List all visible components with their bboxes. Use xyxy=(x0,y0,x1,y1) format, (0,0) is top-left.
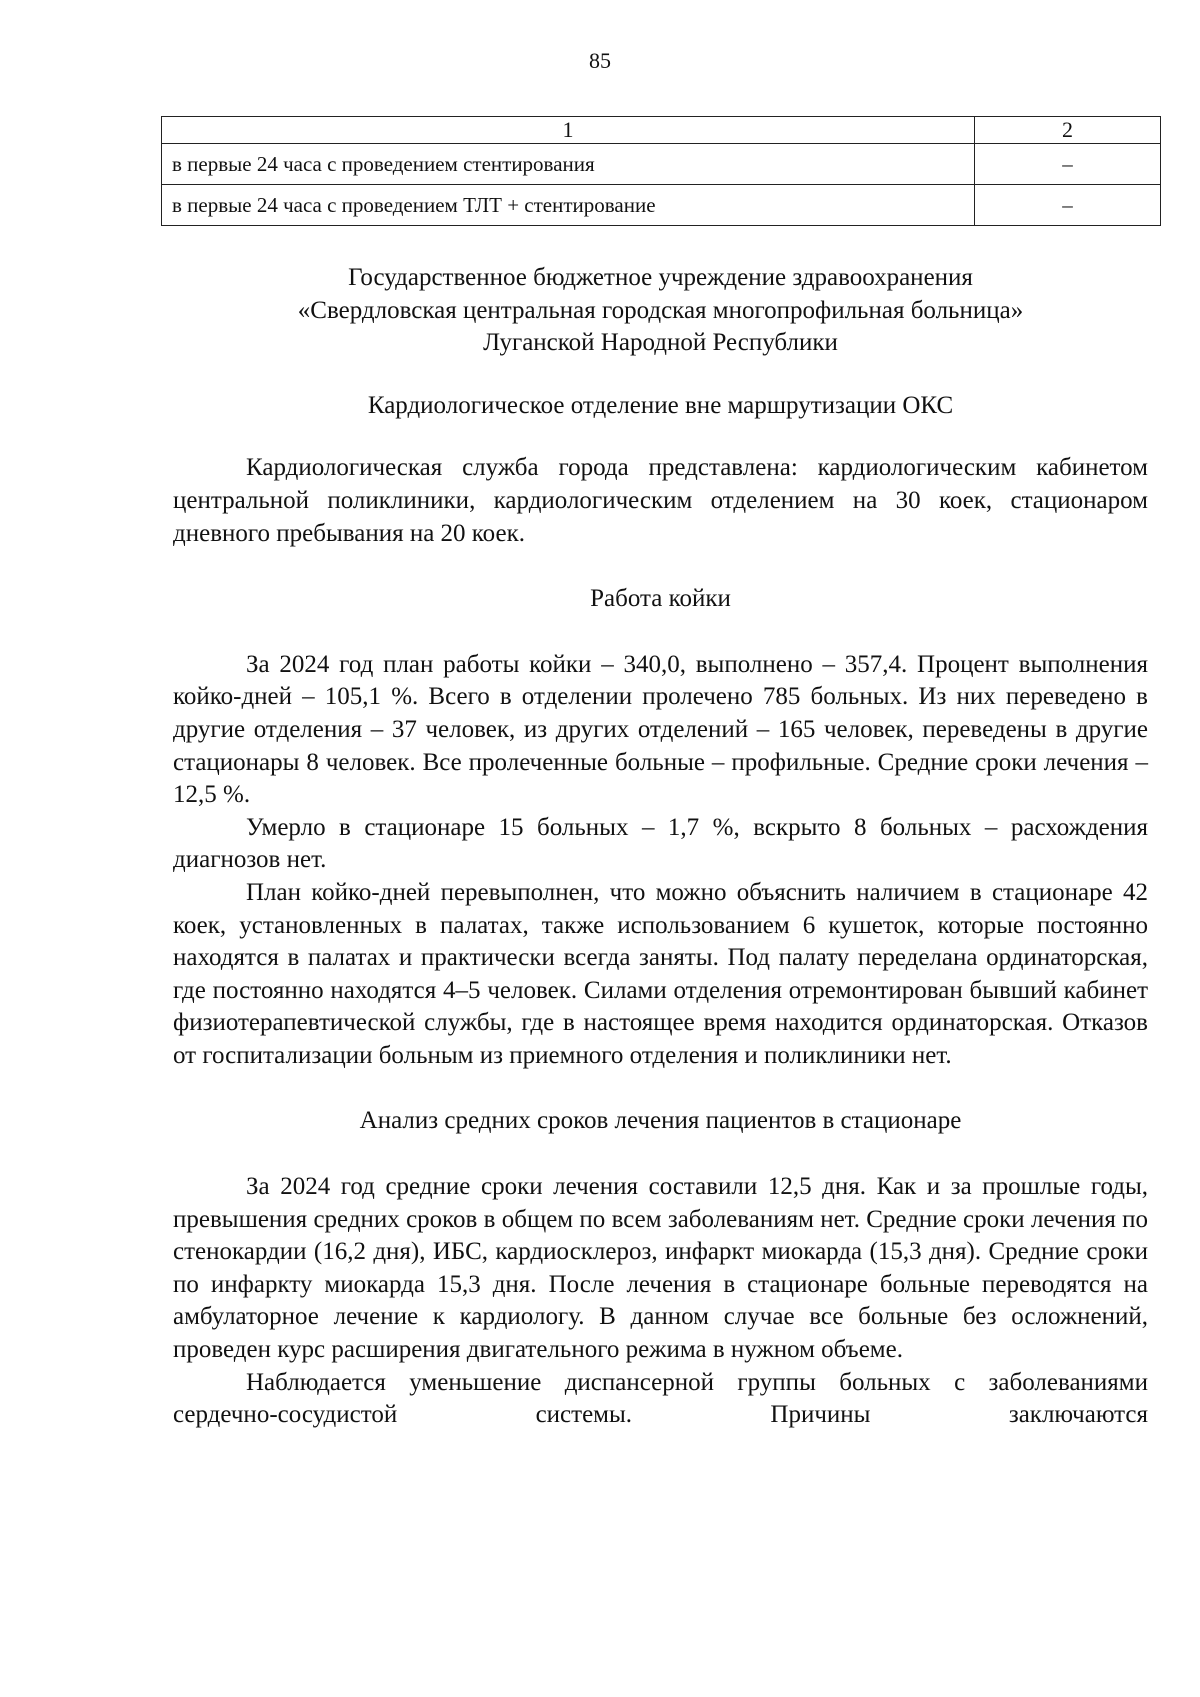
bed-work-paragraph-2: Умерло в стационаре 15 больных – 1,7 %, вскрыто 8 больных – расхождения диагнозов нет. xyxy=(173,813,1148,874)
bed-work-heading: Работа койки xyxy=(590,585,731,613)
table-cell-value: – xyxy=(975,185,1161,226)
institution-line-2: «Свердловская центральная городская многопрофильная больница» xyxy=(297,296,1024,324)
analysis-paragraph-1: За 2024 год средние сроки лечения составили 12,5 дня. Как и за прошлые годы, превышения средних сроков в общем по всем заболеваниям нет. Средние сроки лечения по стенокардии (16,2 дня), ИБС, кардиосклероз, инфаркт миокарда (15,3 дня). Средние сроки по инфаркту миокарда 15,3 дня. После лечения в стационаре больные переводятся на амбулаторное лечение к кардиологу. В данном случае все больные без осложнений, проведен курс расширения двигательного режима в нужном объеме. xyxy=(173,1173,1148,1364)
bed-work-paragraph-3: План койко-дней перевыполнен, что можно объяснить наличием в стационаре 42 коек, установленных в палатах, также использованием 6 кушеток, которые постоянно находятся в палатах и практически всегда заняты. Под палату переделана ординаторская, где постоянно находятся 4–5 человек. Силами отделения отремонтирован бывший кабинет физиотерапевтической службы, где в настоящее время находится ординаторская. Отказов от госпитализации больным из приемного отделения и поликлиники нет. xyxy=(173,878,1148,1069)
institution-title xyxy=(173,262,1148,360)
table-row xyxy=(162,185,1161,226)
institution-line-1: Государственное бюджетное учреждение здравоохранения xyxy=(348,264,973,291)
intro-paragraph: Кардиологическая служба города представлена: кардиологическим кабинетом центральной поликлиники, кардиологическим отделением на 30 коек, стационаром дневного пребывания на 20 коек. xyxy=(173,454,1148,547)
table-cell-label: в первые 24 часа с проведением ТЛТ + стентирование xyxy=(162,185,975,226)
table-row xyxy=(162,144,1161,185)
document-body xyxy=(173,262,1148,1432)
page-number: 85 xyxy=(589,48,611,73)
table-col1-header: 1 xyxy=(162,117,975,144)
table-col2-header: 2 xyxy=(975,117,1161,144)
table-cell-label: в первые 24 часа с проведением стентирования xyxy=(162,144,975,185)
department-heading: Кардиологическое отделение вне маршрутизации ОКС xyxy=(367,391,954,419)
analysis-paragraph-2: Наблюдается уменьшение диспансерной группы больных с заболеваниями сердечно-сосудистой системы. Причины заключаются xyxy=(173,1368,1148,1429)
analysis-heading: Анализ средних сроков лечения пациентов в стационаре xyxy=(359,1107,962,1135)
institution-line-3: Луганской Народной Республики xyxy=(483,329,838,357)
continued-table xyxy=(161,116,1161,226)
table-cell-value: – xyxy=(975,144,1161,185)
bed-work-paragraph-1: За 2024 год план работы койки – 340,0, выполнено – 357,4. Процент выполнения койко-дней – 105,1 %. Всего в отделении пролечено 785 больных. Из них переведено в другие отделения – 37 человек, из других отделений – 165 человек, переведены в другие стационары 8 человек. Все пролеченные больные – профильные. Средние сроки лечения – 12,5 %. xyxy=(173,650,1148,809)
table-header-row xyxy=(162,117,1161,144)
